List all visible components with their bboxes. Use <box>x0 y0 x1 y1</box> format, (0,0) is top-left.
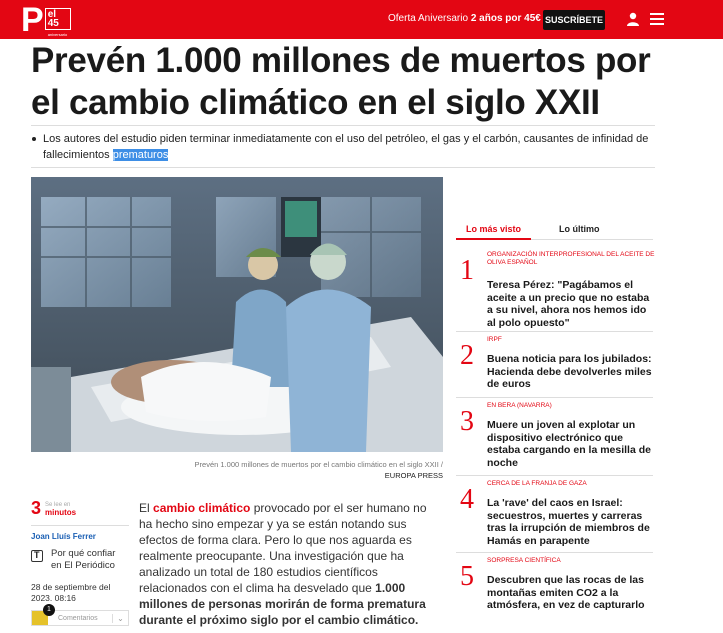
rank-title[interactable]: Buena noticia para los jubilados: Hacienda debe devolverles miles de euros <box>487 353 652 390</box>
badge-main: el 45 <box>47 9 59 29</box>
rank-tag[interactable]: EN BERA (NAVARRA) <box>487 402 552 409</box>
topic-link[interactable]: cambio climático <box>153 501 251 515</box>
rank-number: 1 <box>460 255 474 286</box>
article-photo[interactable] <box>31 177 443 452</box>
divider <box>31 125 655 126</box>
publish-date: 28 de septiembre del 2023. 08:16 <box>31 582 111 603</box>
divider <box>456 397 653 398</box>
comments-count: 1 <box>43 604 55 616</box>
top-bar <box>0 0 723 39</box>
photo-caption: Prevén 1.000 millones de muertos por el cambio climático en el siglo XXII / <box>194 460 443 469</box>
comments-label: Comentarios <box>58 614 98 622</box>
anniversary-badge <box>45 8 71 37</box>
body-text: provocado por el ser humano no ha hecho sino empezar y ya se están notando sus efectos de forma clara. Pero lo que nos aguarda es realmente preocupante. Una investigación que ha analizado un total de 180 estudios científicos relacionados con el clima ha desvelado que <box>139 501 427 595</box>
hamburger-menu-icon[interactable] <box>650 13 664 25</box>
subscribe-button[interactable]: SUSCRÍBETE <box>543 10 605 30</box>
promo-text: Oferta Aniversario <box>388 13 469 24</box>
trust-icon <box>31 550 43 562</box>
trust-text: Por qué confiar en El Periódico <box>51 548 116 571</box>
read-time-unit: minutos <box>45 507 77 517</box>
rank-title[interactable]: Descubren que las rocas de las montañas emiten CO2 a la atmósfera, en vez de capturarlo <box>487 574 645 611</box>
tab-most-read[interactable]: Lo más visto <box>456 222 531 240</box>
article-subtitle <box>43 131 683 163</box>
read-time-number: 3 <box>31 498 42 518</box>
promo-link[interactable] <box>388 13 541 24</box>
rank-title[interactable]: Teresa Pérez: "Pagábamos el aceite a un precio que no estaba a su nivel, ahora nos hemos ido al polo opuesto" <box>487 279 650 329</box>
rank-number: 2 <box>460 340 474 371</box>
trust-link[interactable] <box>31 548 127 572</box>
divider <box>456 475 653 476</box>
comment-icon <box>32 606 51 625</box>
body-bold: 1.000 millones de personas morirán de forma prematura durante el próximo siglo por el cambio climático. <box>139 581 426 627</box>
rank-tag[interactable]: ORGANIZACIÓN INTERPROFESIONAL DEL ACEITE DE OLIVA ESPAÑOL <box>487 251 655 266</box>
read-time-label <box>45 502 76 516</box>
tab-latest[interactable]: Lo último <box>559 224 600 234</box>
promo-bold: 2 años por 45€ <box>470 13 541 24</box>
subtitle-highlight: prematuros <box>112 149 169 161</box>
photo-credit: EUROPA PRESS <box>384 471 443 480</box>
subtitle-text: Los autores del estudio piden terminar inmediatamente con el uso del petróleo, el gas y el carbón, causantes de infinidad de fallecimientos <box>43 133 649 161</box>
read-time-prefix: Se lee en <box>45 501 71 508</box>
user-icon[interactable] <box>626 12 640 26</box>
rank-number: 4 <box>460 484 474 515</box>
rank-tag[interactable]: IRPF <box>487 336 502 343</box>
rank-title[interactable]: La 'rave' del caos en Israel: secuestros, muertes y carreras tras la irrupción de miembros de Hamás en parapente <box>487 497 650 547</box>
sidebar-tabs <box>456 222 653 240</box>
rank-number: 5 <box>460 561 474 592</box>
divider <box>456 552 653 553</box>
chevron-down-icon[interactable]: ⌄ <box>112 614 128 623</box>
divider <box>31 167 655 168</box>
article-body <box>139 500 435 628</box>
divider <box>31 525 129 526</box>
rank-title[interactable]: Muere un joven al explotar un dispositivo electrónico que estaba cargando en la mesilla de noche <box>487 419 651 469</box>
logo-letter: P <box>21 1 42 39</box>
comments-button[interactable] <box>31 606 129 626</box>
divider <box>456 331 653 332</box>
badge-sub: aniversario <box>47 32 68 37</box>
body-intro: El <box>139 501 150 515</box>
read-time <box>31 498 76 519</box>
article-title: Prevén 1.000 millones de muertos por el cambio climático en el siglo XXII <box>31 41 651 122</box>
author-link[interactable]: Joan Lluís Ferrer <box>31 532 96 541</box>
rank-tag[interactable]: SORPRESA CIENTÍFICA <box>487 557 561 564</box>
rank-tag[interactable]: CERCA DE LA FRANJA DE GAZA <box>487 480 587 487</box>
site-logo[interactable] <box>21 1 71 39</box>
rank-number: 3 <box>460 406 474 437</box>
